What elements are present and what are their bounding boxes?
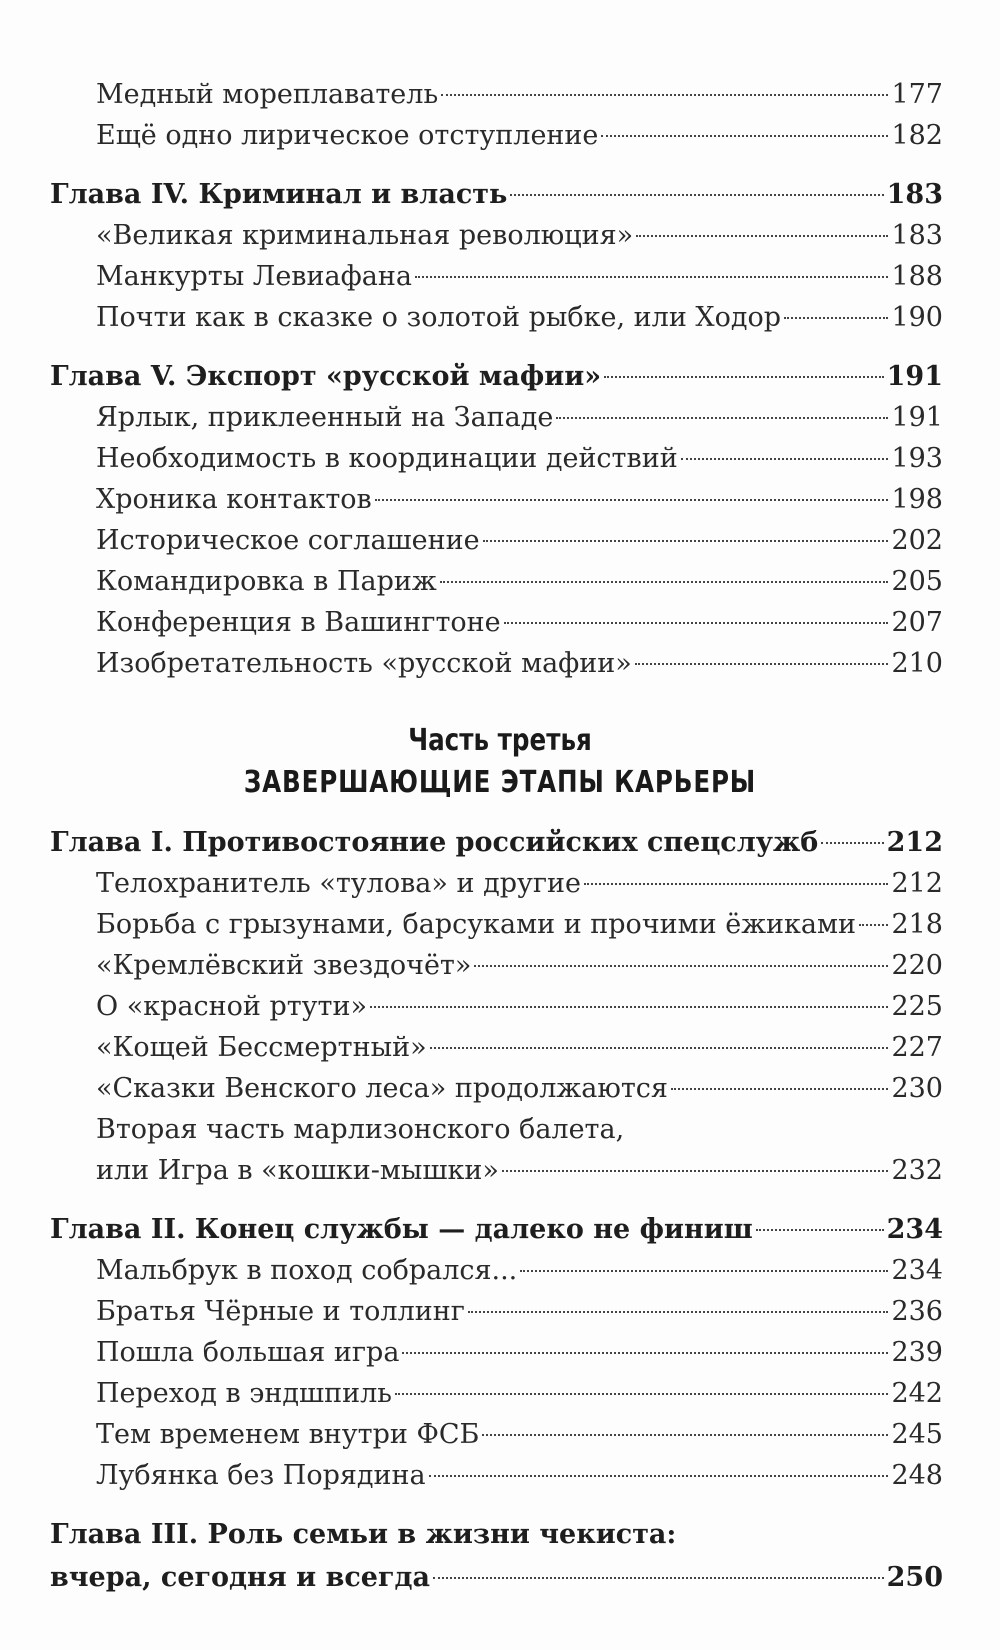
toc-chapter-title: Глава II. Конец службы — далеко не финиш <box>50 1214 753 1245</box>
toc-entry-page: 207 <box>891 607 943 638</box>
toc-entry-title: Вторая часть марлизонского балета, <box>96 1114 625 1145</box>
toc-chapter-title: вчера, сегодня и всегда <box>50 1562 430 1593</box>
toc-entry[interactable] <box>50 644 943 684</box>
toc-entry[interactable] <box>50 1251 943 1291</box>
dot-leader <box>429 1475 889 1477</box>
toc-entry-page: 202 <box>891 525 943 556</box>
toc-entry-page: 190 <box>891 302 943 333</box>
toc-entry[interactable] <box>50 1374 943 1414</box>
toc-entry-title: Историческое соглашение <box>96 525 480 556</box>
toc-entry-page: 183 <box>891 220 943 251</box>
toc-entry-page: 245 <box>891 1419 943 1450</box>
dot-leader <box>482 1434 888 1436</box>
toc-entry[interactable] <box>50 480 943 520</box>
toc-entry-title: Ярлык, приклеенный на Западе <box>96 402 554 433</box>
toc-entry[interactable] <box>50 1069 943 1109</box>
toc-entry-page: 188 <box>891 261 943 292</box>
dot-leader <box>402 1352 888 1354</box>
dot-leader <box>520 1270 888 1272</box>
toc-entry-page: 205 <box>891 566 943 597</box>
toc-chapter-page: 234 <box>886 1214 943 1245</box>
toc-entry-title: Телохранитель «тулова» и другие <box>96 868 581 899</box>
toc-entry-title: Пошла большая игра <box>96 1337 400 1368</box>
toc-chapter-title: Глава III. Роль семьи в жизни чекиста: <box>50 1519 677 1550</box>
toc-entry-title: Почти как в сказке о золотой рыбке, или Ходор <box>96 302 782 333</box>
toc-entry-page: 198 <box>891 484 943 515</box>
toc-entry-page: 239 <box>891 1337 943 1368</box>
toc-entry-title: Борьба с грызунами, барсуками и прочими ёжиками <box>96 909 857 940</box>
toc-entry-title: Манкурты Левиафана <box>96 261 412 292</box>
toc-entry[interactable] <box>50 398 943 438</box>
dot-leader <box>375 499 889 501</box>
toc-entry-title: Мальбрук в поход собрался... <box>96 1255 518 1286</box>
toc-entry-title: Лубянка без Порядина <box>96 1460 426 1491</box>
dot-leader <box>756 1229 884 1231</box>
dot-leader <box>441 94 888 96</box>
toc-chapter-title: Глава V. Экспорт «русской мафии» <box>50 361 602 392</box>
toc-entry[interactable] <box>50 1333 943 1373</box>
toc-chapter-page: 250 <box>886 1562 943 1593</box>
toc-entry-page: 220 <box>891 950 943 981</box>
dot-leader <box>440 581 889 583</box>
dot-leader <box>601 135 888 137</box>
toc-chapter-page: 183 <box>886 179 943 210</box>
toc-chapter-page: 191 <box>886 361 943 392</box>
toc-entry-title: «Кощей Бессмертный» <box>96 1032 427 1063</box>
toc-entry[interactable] <box>50 1028 943 1068</box>
toc-entry-page: 242 <box>891 1378 943 1409</box>
toc-chapter-title: Глава IV. Криминал и власть <box>50 179 508 210</box>
dot-leader <box>681 458 889 460</box>
toc-entry-page: 177 <box>891 79 943 110</box>
dot-leader <box>504 622 889 624</box>
toc-entry-title: «Великая криминальная революция» <box>96 220 634 251</box>
toc-entry-page: 248 <box>891 1460 943 1491</box>
toc-entry-title: Конференция в Вашингтоне <box>96 607 501 638</box>
toc-entry-title: Необходимость в координации действий <box>96 443 678 474</box>
toc-entry-title: Хроника контактов <box>96 484 372 515</box>
toc-chapter[interactable] <box>50 1210 943 1250</box>
toc-entry-page: 182 <box>891 120 943 151</box>
toc-entry-title: «Кремлёвский звездочёт» <box>96 950 472 981</box>
toc-entry[interactable] <box>50 603 943 643</box>
dot-leader <box>635 663 889 665</box>
toc-entry[interactable] <box>50 1415 943 1455</box>
toc-chapter[interactable] <box>50 823 943 863</box>
toc-entry-page: 210 <box>891 648 943 679</box>
toc-entry-page: 191 <box>891 402 943 433</box>
dot-leader <box>433 1577 884 1579</box>
dot-leader <box>415 276 889 278</box>
toc-entry-title: или Игра в «кошки-мышки» <box>96 1155 499 1186</box>
toc-entry-title: Братья Чёрные и толлинг <box>96 1296 465 1327</box>
part-subtitle: ЗАВЕРШАЮЩИЕ ЭТАПЫ КАРЬЕРЫ <box>243 765 757 800</box>
toc-entry-line1[interactable] <box>50 1110 943 1150</box>
dot-leader <box>584 883 888 885</box>
toc-entry[interactable] <box>50 439 943 479</box>
toc-entry[interactable] <box>50 257 943 297</box>
dot-leader <box>430 1047 889 1049</box>
toc-entry-page: 218 <box>891 909 943 940</box>
toc-entry[interactable] <box>50 562 943 602</box>
toc-entry-page: 225 <box>891 991 943 1022</box>
toc-entry-title: Тем временем внутри ФСБ <box>96 1419 480 1450</box>
dot-leader <box>395 1393 889 1395</box>
dot-leader <box>604 376 883 378</box>
toc-chapter[interactable] <box>50 1558 943 1598</box>
dot-leader <box>474 965 888 967</box>
toc-chapter-title: Глава I. Противостояние российских спецслужб <box>50 827 819 858</box>
toc-entry[interactable] <box>50 298 943 338</box>
toc-entry-page: 236 <box>891 1296 943 1327</box>
toc-entry-title: Изобретательность «русской мафии» <box>96 648 632 679</box>
toc-entry[interactable] <box>50 521 943 561</box>
dot-leader <box>483 540 889 542</box>
toc-entry-title: Ещё одно лирическое отступление <box>96 120 599 151</box>
toc-entry-title: Медный мореплаватель <box>96 79 439 110</box>
dot-leader <box>859 924 888 926</box>
toc-entry[interactable] <box>50 216 943 256</box>
toc-chapter[interactable] <box>50 175 943 215</box>
toc-entry-title: О «красной ртути» <box>96 991 368 1022</box>
toc-entry-page: 234 <box>891 1255 943 1286</box>
dot-leader <box>370 1006 888 1008</box>
toc-entry-title: «Сказки Венского леса» продолжаются <box>96 1073 668 1104</box>
dot-leader <box>784 317 888 319</box>
part-title: Часть третья <box>408 723 592 758</box>
dot-leader <box>556 417 888 419</box>
toc-entry-page: 230 <box>891 1073 943 1104</box>
dot-leader <box>502 1170 889 1172</box>
toc-entry[interactable] <box>50 1292 943 1332</box>
toc-entry[interactable] <box>50 905 943 945</box>
toc-chapter-line1[interactable] <box>50 1515 943 1555</box>
dot-leader <box>821 842 883 844</box>
toc-entry-title: Переход в эндшпиль <box>96 1378 392 1409</box>
toc-entry[interactable] <box>50 75 943 115</box>
toc-entry-page: 232 <box>891 1155 943 1186</box>
toc-chapter[interactable] <box>50 357 943 397</box>
toc-entry[interactable] <box>50 116 943 156</box>
toc-entry[interactable] <box>50 864 943 904</box>
toc-entry-page: 212 <box>891 868 943 899</box>
dot-leader <box>510 194 883 196</box>
toc-entry[interactable] <box>50 946 943 986</box>
toc-entry[interactable] <box>50 987 943 1027</box>
toc-chapter-page: 212 <box>886 827 943 858</box>
toc-entry[interactable] <box>50 1151 943 1191</box>
toc-entry-page: 193 <box>891 443 943 474</box>
toc-entry-page: 227 <box>891 1032 943 1063</box>
dot-leader <box>671 1088 889 1090</box>
toc-entry[interactable] <box>50 1456 943 1496</box>
dot-leader <box>636 235 888 237</box>
dot-leader <box>468 1311 889 1313</box>
toc-entry-title: Командировка в Париж <box>96 566 437 597</box>
